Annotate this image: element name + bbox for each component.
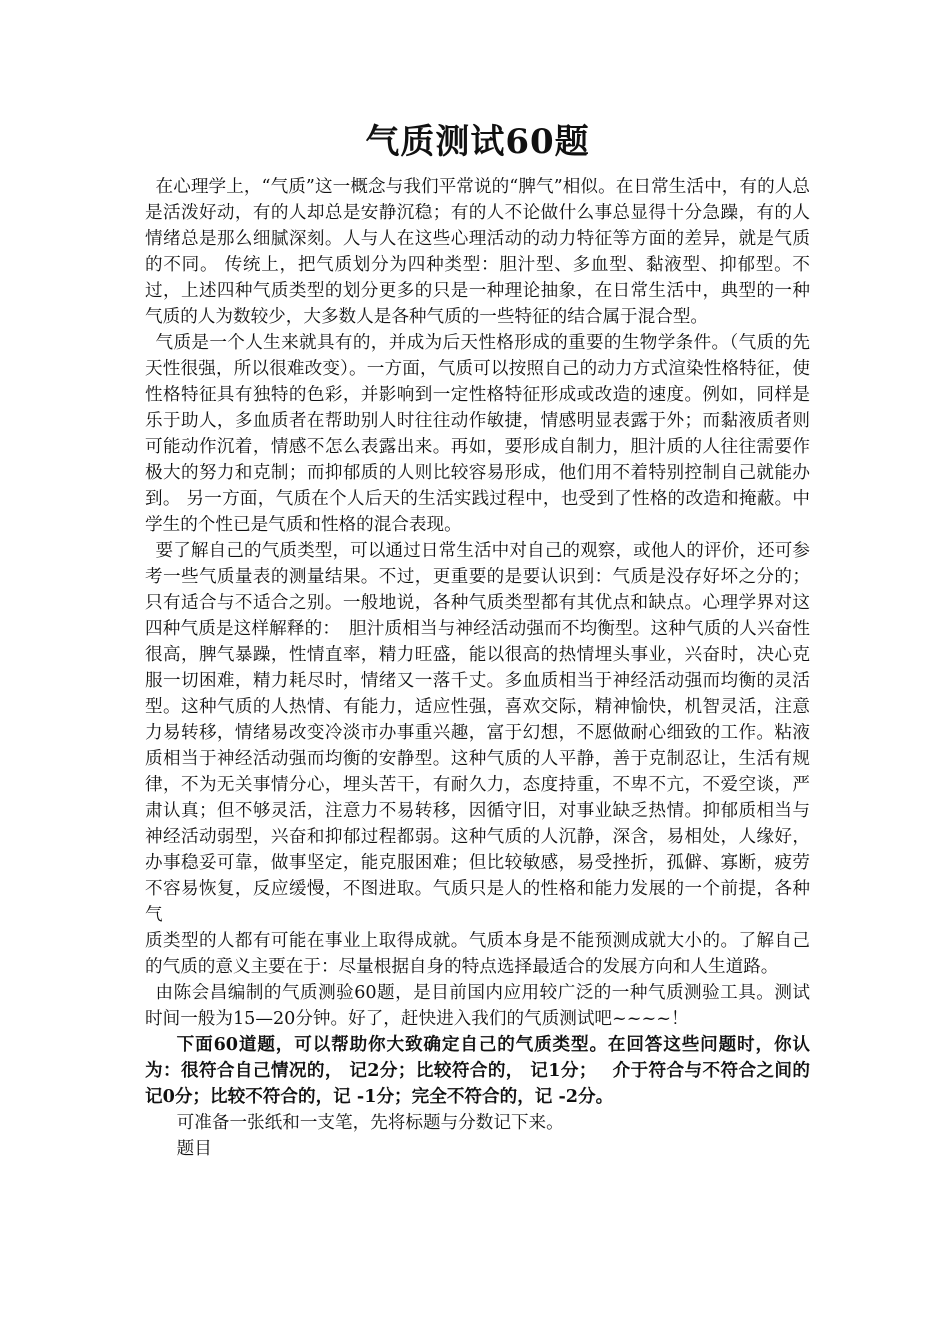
paragraph-scoring-instructions: 下面60道题，可以帮助你大致确定自己的气质类型。在回答这些问题时，你认为：很符合自己情况的， 记2分；比较符合的， 记1分； 介于符合与不符合之间的 记0分；比较不符合的，记 -1分；完全不符合的，记 -2分。 xyxy=(145,1034,828,1107)
paragraph-intro: 在心理学上，“气质”这一概念与我们平常说的“脾气”相似。在日常生活中，有的人总是活泼好动，有的人却总是安静沉稳；有的人不论做什么事总显得十分急躁，有的人情绪总是那么细腻深刻。人与人在这些心理活动的动力特征等方面的差异，就是气质的不同。 传统上，把气质划分为四种类型：胆汁型、多血型、黏液型、抑郁型。不过，上述四种气质类型的划分更多的只是一种理论抽象，在日常生活中，典型的一种气质的人为数较少，大多数人是各种气质的一些特征的结合属于混合型。 xyxy=(145,177,810,327)
paragraph-preparation: 可准备一张纸和一支笔，先将标题与分数记下来。 xyxy=(176,1113,564,1133)
document-page xyxy=(145,118,828,1162)
paragraph-types: 要了解自己的气质类型，可以通过日常生活中对自己的观察，或他人的评价，还可参考一些气质量表的测量结果。不过，更重要的是要认识到：气质是没存好坏之分的；只有适合与不适合之别。一般地说，各种气质类型都有其优点和缺点。心理学界对这四种气质是这样解释的： 胆汁质相当与神经活动强而不均衡型。这种气质的人兴奋性很高，脾气暴躁，性情直率，精力旺盛，能以很高的热情埋头事业，兴奋时，决心克服一切困难，精力耗尽时，情绪又一落千丈。多血质相当于神经活动强而均衡的灵活型。这种气质的人热情、有能力，适应性强，喜欢交际，精神愉快，机智灵活，注意力易转移，情绪易改变冷淡市办事重兴趣，富于幻想，不愿做耐心细致的工作。粘液质相当于神经活动强而均衡的安静型。这种气质的人平静，善于克制忍让，生活有规律，不为无关事情分心，埋头苦干，有耐久力，态度持重，不卑不亢，不爱空谈，严肃认真；但不够灵活，注意力不易转移，因循守旧，对事业缺乏热情。抑郁质相当与神经活动弱型，兴奋和抑郁过程都弱。这种气质的人沉静，深含，易相处，人缘好，办事稳妥可靠，做事坚定，能克服困难；但比较敏感，易受挫折，孤僻、寡断，疲劳不容易恢复，反应缓慢，不图进取。气质只是人的性格和能力发展的一个前提，各种气 xyxy=(145,541,810,925)
section-heading-questions: 题目 xyxy=(176,1139,212,1159)
paragraph-test-info: 由陈会昌编制的气质测验60题，是目前国内应用较广泛的一种气质测验工具。测试时间一般为15—20分钟。好了，赶快进入我们的气质测试吧~~~~！ xyxy=(145,983,810,1029)
page-title: 气质测试60题 xyxy=(365,122,590,162)
paragraph-innate: 气质是一个人生来就具有的，并成为后天性格形成的重要的生物学条件。（气质的先天性很强，所以很难改变）。一方面，气质可以按照自己的动力方式渲染性格特征，使性格特征具有独特的色彩，并影响到一定性格特征形成或改造的速度。例如，同样是乐于助人，多血质者在帮助别人时往往动作敏捷，情感明显表露于外；而黏液质者则可能动作沉着，情感不怎么表露出来。再如，要形成自制力，胆汁质的人往往需要作极大的努力和克制；而抑郁质的人则比较容易形成，他们用不着特别控制自己就能办到。 另一方面，气质在个人后天的生活实践过程中，也受到了性格的改造和掩蔽。中学生的个性已是气质和性格的混合表现。 xyxy=(145,333,810,535)
paragraph-meaning: 质类型的人都有可能在事业上取得成就。气质本身是不能预测成就大小的。了解自己的气质的意义主要在于：尽量根据自身的特点选择最适合的发展方向和人生道路。 xyxy=(145,931,810,977)
